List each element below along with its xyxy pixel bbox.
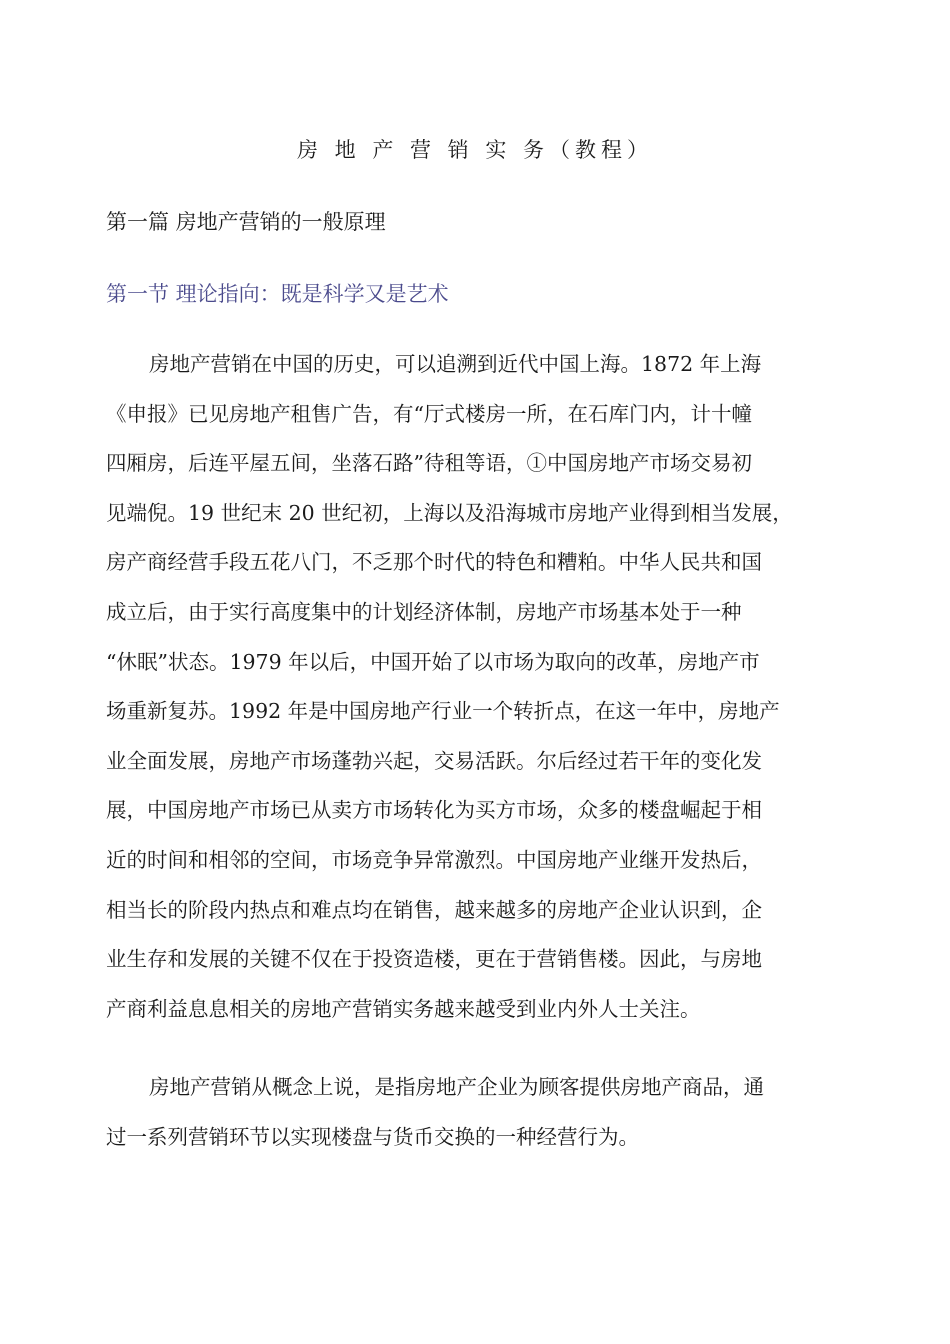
paragraph-1 [106,348,822,1042]
paragraph-line: 业生存和发展的关键不仅在于投资造楼，更在于营销售楼。因此，与房地 [106,947,762,972]
paragraph-line: 四厢房，后连平屋五间，坐落石路”待租等语，①中国房地产市场交易初 [106,451,752,476]
part-heading: 第一篇 房地产营销的一般原理 [106,210,386,234]
paragraph-line: 业全面发展，房地产市场蓬勃兴起，交易活跃。尔后经过若干年的变化发 [106,748,762,773]
document-title: 房 地 产 营 销 实 务（教程） [296,138,654,162]
paragraph-line: 相当长的阶段内热点和难点均在销售，越来越多的房地产企业认识到，企 [106,897,762,922]
paragraph-line: 房地产营销在中国的历史，可以追溯到近代中国上海。1872 年上海 [149,352,762,376]
paragraph-line: 见端倪。19 世纪末 20 世纪初，上海以及沿海城市房地产业得到相当发展， [106,500,793,525]
paragraph-line: “休眠”状态。1979 年以后，中国开始了以市场为取向的改革，房地产市 [106,649,760,674]
paragraph-line: 产商利益息息相关的房地产营销实务越来越受到业内外人士关注。 [106,996,701,1021]
paragraph-line: 成立后，由于实行高度集中的计划经济体制，房地产市场基本处于一种 [106,599,742,624]
paragraph-line: 《申报》已见房地产租售广告，有“厅式楼房一所，在石库门内，计十幢 [106,401,752,426]
paragraph-line: 房地产营销从概念上说，是指房地产企业为顾客提供房地产商品，通 [149,1075,764,1099]
paragraph-line: 过一系列营销环节以实现楼盘与货币交换的一种经营行为。 [106,1124,639,1149]
paragraph-line: 近的时间和相邻的空间，市场竞争异常激烈。中国房地产业继开发热后， [106,847,762,872]
paragraph-line: 场重新复苏。1992 年是中国房地产行业一个转折点，在这一年中，房地产 [106,699,780,724]
paragraph-line: 展，中国房地产市场已从卖方市场转化为买方市场，众多的楼盘崛起于相 [106,798,762,823]
section-heading: 第一节 理论指向：既是科学又是艺术 [106,282,449,306]
paragraph-line: 房产商经营手段五花八门，不乏那个时代的特色和糟粕。中华人民共和国 [106,550,762,575]
paragraph-2 [106,1071,822,1170]
